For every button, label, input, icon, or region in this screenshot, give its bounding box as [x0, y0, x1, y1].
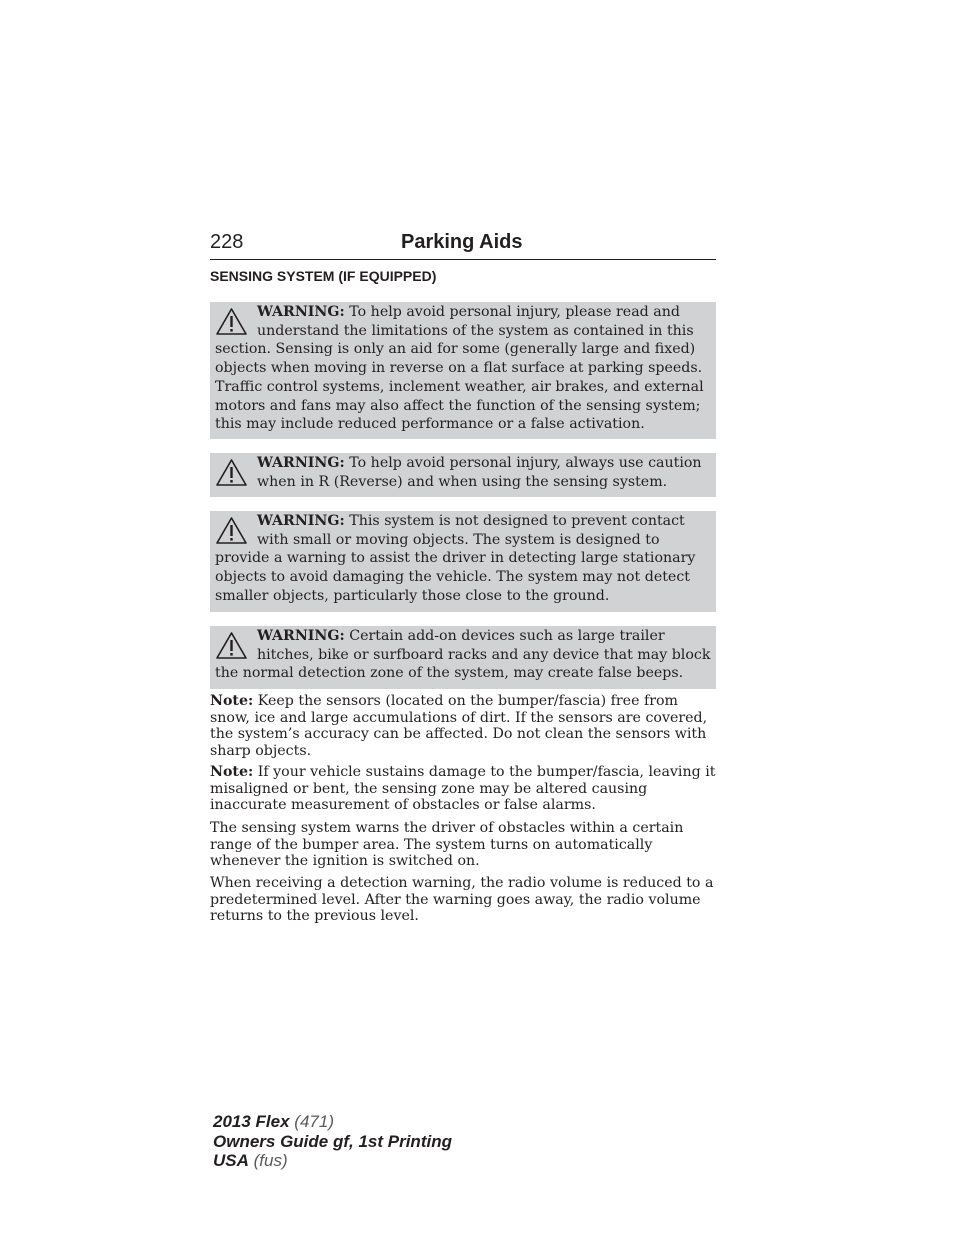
warning-box: [210, 453, 716, 497]
warning-box: [210, 511, 716, 612]
warning-box: [210, 302, 716, 439]
warning-text: Certain add-on devices such as large trailer hitches, bike or surfboard racks and any device that may block the normal detection zone of the system, may create false beeps.: [215, 628, 711, 682]
warning-text: To help avoid personal injury, please read and understand the limitations of the system as contained in this section. Sensing is only an aid for some (generally large and fixed) objects when moving in reverse on a flat surface at parking speeds. Traffic control systems, inclement weather, air brakes, and external motors and fans may also affect the function of the sensing system; this may include reduced performance or a false activation.: [215, 304, 704, 433]
warning-triangle-icon: [215, 516, 248, 546]
footer-guide: Owners Guide gf, 1st Printing: [213, 1131, 452, 1151]
note-text: If your vehicle sustains damage to the bumper/fascia, leaving it misaligned or bent, the sensing zone may be altered causing inaccurate measurement of obstacles or false alarms.: [210, 764, 716, 813]
section-heading: SENSING SYSTEM (IF EQUIPPED): [210, 268, 437, 284]
warning-label: WARNING:: [257, 455, 345, 471]
note-label: Note:: [210, 764, 254, 780]
warning-text: To help avoid personal injury, always use caution when in R (Reverse) and when using the sensing system.: [257, 455, 702, 490]
page-number: 228: [210, 231, 244, 253]
footer-market-code: (fus): [253, 1151, 288, 1170]
warning-label: WARNING:: [257, 513, 345, 529]
footer-market-line: [213, 1151, 452, 1171]
warning-label: WARNING:: [257, 304, 345, 320]
warning-text: This system is not designed to prevent contact with small or moving objects. The system is designed to provide a warning to assist the driver in detecting large stationary objects to avoid damaging the vehicle. The system may not detect smaller objects, particularly those close to the ground.: [215, 513, 696, 604]
note-paragraph: [210, 764, 716, 814]
warning-box: [210, 626, 716, 689]
footer-model-line: [213, 1112, 452, 1132]
note-paragraph: [210, 693, 716, 759]
page-header: [210, 229, 716, 260]
print-footer: [213, 1112, 452, 1171]
warning-triangle-icon: [215, 458, 248, 488]
warning-triangle-icon: [215, 307, 248, 337]
note-label: Note:: [210, 693, 254, 709]
footer-model-code: (471): [294, 1112, 334, 1131]
note-text: Keep the sensors (located on the bumper/fascia) free from snow, ice and large accumulations of dirt. If the sensors are covered, the system’s accuracy can be affected. Do not clean the sensors with sharp objects.: [210, 693, 708, 759]
footer-market: USA: [213, 1151, 249, 1170]
warning-label: WARNING:: [257, 628, 345, 644]
chapter-title: Parking Aids: [401, 231, 523, 253]
body-paragraph: When receiving a detection warning, the radio volume is reduced to a predetermined level. After the warning goes away, the radio volume returns to the previous level.: [210, 875, 714, 924]
footer-model: 2013 Flex: [213, 1112, 290, 1131]
body-paragraph: The sensing system warns the driver of obstacles within a certain range of the bumper area. The system turns on automatically whenever the ignition is switched on.: [210, 820, 684, 869]
warning-triangle-icon: [215, 631, 248, 661]
